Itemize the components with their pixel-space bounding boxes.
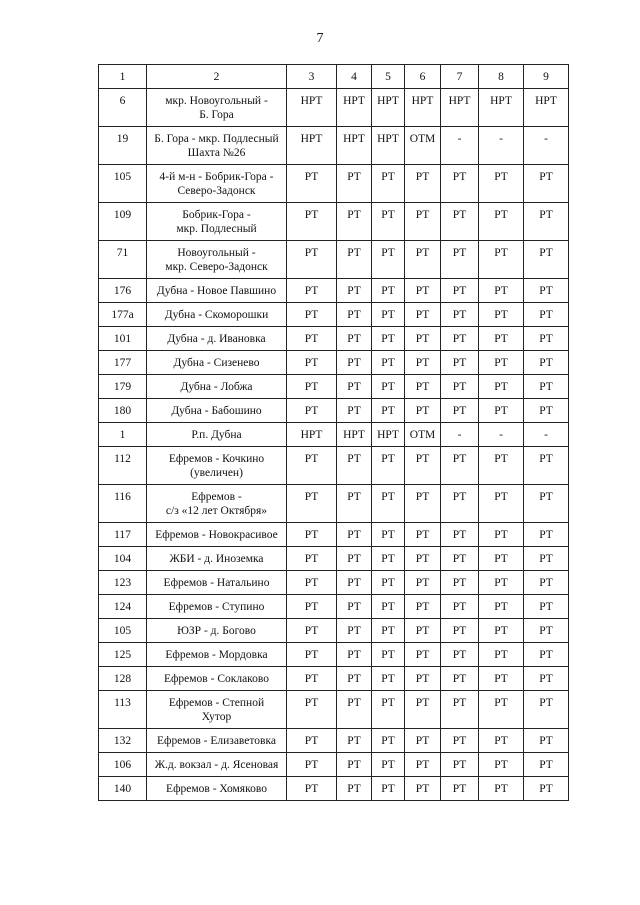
status-cell: РТ	[405, 667, 441, 691]
status-cell: НРТ	[337, 127, 372, 165]
column-header: 8	[479, 65, 524, 89]
route-number: 106	[99, 753, 147, 777]
status-cell: РТ	[287, 691, 337, 729]
route-number: 105	[99, 165, 147, 203]
status-cell: РТ	[372, 777, 405, 801]
route-number: 140	[99, 777, 147, 801]
status-cell: РТ	[372, 279, 405, 303]
route-name: Ефремов - с/з «12 лет Октября»	[147, 485, 287, 523]
status-cell: РТ	[479, 399, 524, 423]
table-row	[99, 423, 569, 447]
status-cell: РТ	[405, 447, 441, 485]
table-row	[99, 667, 569, 691]
status-cell: РТ	[405, 327, 441, 351]
status-cell: РТ	[524, 165, 569, 203]
status-cell: РТ	[479, 667, 524, 691]
status-cell: РТ	[441, 571, 479, 595]
status-cell: РТ	[372, 203, 405, 241]
status-cell: РТ	[441, 351, 479, 375]
status-cell: РТ	[287, 753, 337, 777]
status-cell: РТ	[405, 399, 441, 423]
status-cell: РТ	[524, 753, 569, 777]
status-cell: РТ	[405, 777, 441, 801]
status-cell: РТ	[287, 375, 337, 399]
status-cell: РТ	[287, 571, 337, 595]
status-cell: РТ	[441, 753, 479, 777]
status-cell: РТ	[524, 351, 569, 375]
status-cell: РТ	[479, 241, 524, 279]
column-header: 7	[441, 65, 479, 89]
table-row	[99, 447, 569, 485]
status-cell: РТ	[441, 777, 479, 801]
status-cell: НРТ	[441, 89, 479, 127]
status-cell: РТ	[337, 729, 372, 753]
table-row	[99, 619, 569, 643]
route-name: Ефремов - Мордовка	[147, 643, 287, 667]
route-number: 104	[99, 547, 147, 571]
status-cell: РТ	[524, 303, 569, 327]
status-cell: РТ	[287, 327, 337, 351]
route-number: 177	[99, 351, 147, 375]
status-cell: РТ	[479, 729, 524, 753]
status-cell: НРТ	[524, 89, 569, 127]
table-row	[99, 203, 569, 241]
status-cell: РТ	[524, 327, 569, 351]
status-cell: РТ	[372, 619, 405, 643]
status-cell: РТ	[479, 571, 524, 595]
status-cell: РТ	[479, 351, 524, 375]
status-cell: РТ	[524, 777, 569, 801]
table-row	[99, 241, 569, 279]
status-cell: РТ	[479, 375, 524, 399]
status-cell: -	[479, 127, 524, 165]
status-cell: РТ	[405, 619, 441, 643]
status-cell: РТ	[337, 571, 372, 595]
status-cell: РТ	[524, 375, 569, 399]
column-header: 3	[287, 65, 337, 89]
status-cell: РТ	[441, 485, 479, 523]
status-cell: РТ	[405, 203, 441, 241]
status-cell: РТ	[337, 667, 372, 691]
status-cell: РТ	[405, 351, 441, 375]
route-number: 177а	[99, 303, 147, 327]
status-cell: РТ	[405, 303, 441, 327]
status-cell: РТ	[441, 447, 479, 485]
status-cell: РТ	[441, 279, 479, 303]
status-cell: РТ	[441, 691, 479, 729]
status-cell: -	[524, 423, 569, 447]
route-name: Дубна - Сизенево	[147, 351, 287, 375]
column-header: 9	[524, 65, 569, 89]
table-row	[99, 729, 569, 753]
status-cell: РТ	[405, 165, 441, 203]
status-cell: РТ	[337, 327, 372, 351]
status-cell: РТ	[337, 547, 372, 571]
route-number: 1	[99, 423, 147, 447]
route-name: Дубна - Новое Павшино	[147, 279, 287, 303]
status-cell: РТ	[479, 523, 524, 547]
status-cell: РТ	[337, 447, 372, 485]
status-cell: РТ	[524, 203, 569, 241]
page-number: 7	[316, 31, 324, 46]
route-name: Ефремов - Новокрасивое	[147, 523, 287, 547]
status-cell: РТ	[524, 571, 569, 595]
status-cell: РТ	[372, 351, 405, 375]
status-cell: РТ	[372, 303, 405, 327]
status-cell: РТ	[287, 523, 337, 547]
table-row	[99, 303, 569, 327]
status-cell: РТ	[479, 485, 524, 523]
table-row	[99, 777, 569, 801]
status-cell: РТ	[441, 203, 479, 241]
status-cell: РТ	[337, 165, 372, 203]
route-name: Ефремов - Ступино	[147, 595, 287, 619]
table-row	[99, 127, 569, 165]
table-row	[99, 595, 569, 619]
status-cell: РТ	[337, 777, 372, 801]
status-cell: РТ	[441, 399, 479, 423]
route-name: Ефремов - Соклаково	[147, 667, 287, 691]
route-name: Ефремов - Хомяково	[147, 777, 287, 801]
route-number: 128	[99, 667, 147, 691]
route-name: 4-й м-н - Бобрик-Гора - Северо-Задонск	[147, 165, 287, 203]
status-cell: РТ	[287, 165, 337, 203]
column-header: 5	[372, 65, 405, 89]
route-name: Дубна - д. Ивановка	[147, 327, 287, 351]
status-cell: РТ	[287, 485, 337, 523]
status-cell: РТ	[479, 327, 524, 351]
table-row	[99, 327, 569, 351]
status-cell: РТ	[405, 691, 441, 729]
status-cell: РТ	[524, 523, 569, 547]
route-number: 132	[99, 729, 147, 753]
status-cell: ОТМ	[405, 127, 441, 165]
status-cell: РТ	[372, 643, 405, 667]
status-cell: РТ	[524, 485, 569, 523]
route-name: Ефремов - Елизаветовка	[147, 729, 287, 753]
status-cell: РТ	[524, 241, 569, 279]
status-cell: РТ	[372, 399, 405, 423]
status-cell: РТ	[405, 643, 441, 667]
status-cell: РТ	[524, 619, 569, 643]
routes-table	[98, 64, 569, 801]
route-name: мкр. Новоугольный - Б. Гора	[147, 89, 287, 127]
status-cell: РТ	[441, 729, 479, 753]
status-cell: РТ	[441, 595, 479, 619]
status-cell: РТ	[441, 165, 479, 203]
route-name: Ефремов - Натальино	[147, 571, 287, 595]
status-cell: РТ	[405, 547, 441, 571]
status-cell: РТ	[479, 547, 524, 571]
status-cell: РТ	[524, 691, 569, 729]
route-name: Дубна - Лобжа	[147, 375, 287, 399]
status-cell: РТ	[287, 729, 337, 753]
status-cell: РТ	[405, 375, 441, 399]
status-cell: НРТ	[287, 127, 337, 165]
status-cell: РТ	[372, 595, 405, 619]
column-header: 4	[337, 65, 372, 89]
status-cell: РТ	[524, 399, 569, 423]
status-cell: РТ	[287, 777, 337, 801]
status-cell: РТ	[287, 303, 337, 327]
status-cell: РТ	[372, 753, 405, 777]
status-cell: РТ	[441, 643, 479, 667]
status-cell: РТ	[441, 241, 479, 279]
status-cell: РТ	[287, 595, 337, 619]
status-cell: РТ	[479, 447, 524, 485]
status-cell: РТ	[405, 595, 441, 619]
status-cell: РТ	[287, 279, 337, 303]
route-number: 19	[99, 127, 147, 165]
status-cell: РТ	[287, 667, 337, 691]
route-name: Новоугольный - мкр. Северо-Задонск	[147, 241, 287, 279]
status-cell: РТ	[524, 667, 569, 691]
status-cell: РТ	[372, 729, 405, 753]
table-row	[99, 643, 569, 667]
status-cell: НРТ	[372, 423, 405, 447]
status-cell: РТ	[524, 447, 569, 485]
status-cell: РТ	[287, 643, 337, 667]
status-cell: РТ	[372, 523, 405, 547]
status-cell: РТ	[337, 375, 372, 399]
status-cell: РТ	[405, 571, 441, 595]
route-number: 71	[99, 241, 147, 279]
table-row	[99, 571, 569, 595]
status-cell: НРТ	[372, 127, 405, 165]
table-row	[99, 279, 569, 303]
status-cell: РТ	[287, 619, 337, 643]
table-row	[99, 523, 569, 547]
status-cell: РТ	[337, 643, 372, 667]
status-cell: РТ	[479, 165, 524, 203]
route-name: ЖБИ - д. Иноземка	[147, 547, 287, 571]
status-cell: РТ	[405, 241, 441, 279]
status-cell: РТ	[441, 303, 479, 327]
route-number: 179	[99, 375, 147, 399]
status-cell: РТ	[479, 203, 524, 241]
status-cell: НРТ	[337, 89, 372, 127]
route-number: 125	[99, 643, 147, 667]
route-name: Б. Гора - мкр. Подлесный Шахта №26	[147, 127, 287, 165]
status-cell: РТ	[372, 571, 405, 595]
table-row	[99, 399, 569, 423]
status-cell: РТ	[372, 327, 405, 351]
status-cell: РТ	[287, 203, 337, 241]
status-cell: РТ	[287, 351, 337, 375]
status-cell: РТ	[287, 399, 337, 423]
status-cell: НРТ	[372, 89, 405, 127]
status-cell: РТ	[337, 485, 372, 523]
status-cell: НРТ	[287, 423, 337, 447]
status-cell: РТ	[337, 203, 372, 241]
status-cell: РТ	[441, 547, 479, 571]
table-header-row	[99, 65, 569, 89]
status-cell: НРТ	[287, 89, 337, 127]
table-row	[99, 753, 569, 777]
status-cell: РТ	[337, 241, 372, 279]
status-cell: НРТ	[405, 89, 441, 127]
status-cell: РТ	[337, 351, 372, 375]
status-cell: РТ	[524, 595, 569, 619]
status-cell: РТ	[524, 547, 569, 571]
route-name: Ефремов - Степной Хутор	[147, 691, 287, 729]
route-number: 180	[99, 399, 147, 423]
route-name: ЮЗР - д. Богово	[147, 619, 287, 643]
status-cell: РТ	[405, 753, 441, 777]
status-cell: РТ	[479, 643, 524, 667]
route-name: Ж.д. вокзал - д. Ясеновая	[147, 753, 287, 777]
status-cell: НРТ	[479, 89, 524, 127]
route-number: 6	[99, 89, 147, 127]
table-row	[99, 691, 569, 729]
status-cell: РТ	[441, 619, 479, 643]
status-cell: РТ	[372, 165, 405, 203]
status-cell: РТ	[524, 729, 569, 753]
status-cell: РТ	[479, 753, 524, 777]
status-cell: РТ	[372, 485, 405, 523]
status-cell: РТ	[372, 241, 405, 279]
table-row	[99, 547, 569, 571]
status-cell: РТ	[337, 691, 372, 729]
route-number: 176	[99, 279, 147, 303]
status-cell: -	[441, 127, 479, 165]
route-name: Ефремов - Кочкино (увеличен)	[147, 447, 287, 485]
route-number: 124	[99, 595, 147, 619]
route-number: 117	[99, 523, 147, 547]
status-cell: НРТ	[337, 423, 372, 447]
status-cell: РТ	[479, 303, 524, 327]
column-header: 2	[147, 65, 287, 89]
status-cell: РТ	[372, 667, 405, 691]
route-name: Дубна - Скоморошки	[147, 303, 287, 327]
status-cell: РТ	[372, 447, 405, 485]
status-cell: РТ	[524, 279, 569, 303]
column-header: 6	[405, 65, 441, 89]
status-cell: РТ	[441, 523, 479, 547]
status-cell: РТ	[287, 241, 337, 279]
status-cell: РТ	[479, 619, 524, 643]
status-cell: РТ	[405, 729, 441, 753]
status-cell: РТ	[405, 523, 441, 547]
status-cell: -	[479, 423, 524, 447]
route-number: 101	[99, 327, 147, 351]
status-cell: ОТМ	[405, 423, 441, 447]
status-cell: РТ	[441, 327, 479, 351]
table-row	[99, 89, 569, 127]
table-row	[99, 375, 569, 399]
status-cell: РТ	[337, 399, 372, 423]
route-number: 105	[99, 619, 147, 643]
status-cell: РТ	[337, 753, 372, 777]
status-cell: РТ	[524, 643, 569, 667]
column-header: 1	[99, 65, 147, 89]
status-cell: РТ	[337, 523, 372, 547]
route-number: 113	[99, 691, 147, 729]
status-cell: РТ	[441, 667, 479, 691]
status-cell: -	[524, 127, 569, 165]
status-cell: РТ	[372, 375, 405, 399]
status-cell: РТ	[337, 303, 372, 327]
status-cell: РТ	[287, 447, 337, 485]
status-cell: РТ	[441, 375, 479, 399]
route-number: 123	[99, 571, 147, 595]
status-cell: РТ	[337, 619, 372, 643]
status-cell: РТ	[479, 279, 524, 303]
status-cell: -	[441, 423, 479, 447]
table-row	[99, 485, 569, 523]
status-cell: РТ	[372, 547, 405, 571]
status-cell: РТ	[287, 547, 337, 571]
route-name: Дубна - Бабошино	[147, 399, 287, 423]
route-number: 112	[99, 447, 147, 485]
status-cell: РТ	[337, 595, 372, 619]
route-number: 109	[99, 203, 147, 241]
status-cell: РТ	[479, 691, 524, 729]
table-row	[99, 351, 569, 375]
route-name: Р.п. Дубна	[147, 423, 287, 447]
route-number: 116	[99, 485, 147, 523]
status-cell: РТ	[479, 777, 524, 801]
route-name: Бобрик-Гора - мкр. Подлесный	[147, 203, 287, 241]
status-cell: РТ	[405, 279, 441, 303]
status-cell: РТ	[405, 485, 441, 523]
table-row	[99, 165, 569, 203]
status-cell: РТ	[372, 691, 405, 729]
status-cell: РТ	[479, 595, 524, 619]
status-cell: РТ	[337, 279, 372, 303]
